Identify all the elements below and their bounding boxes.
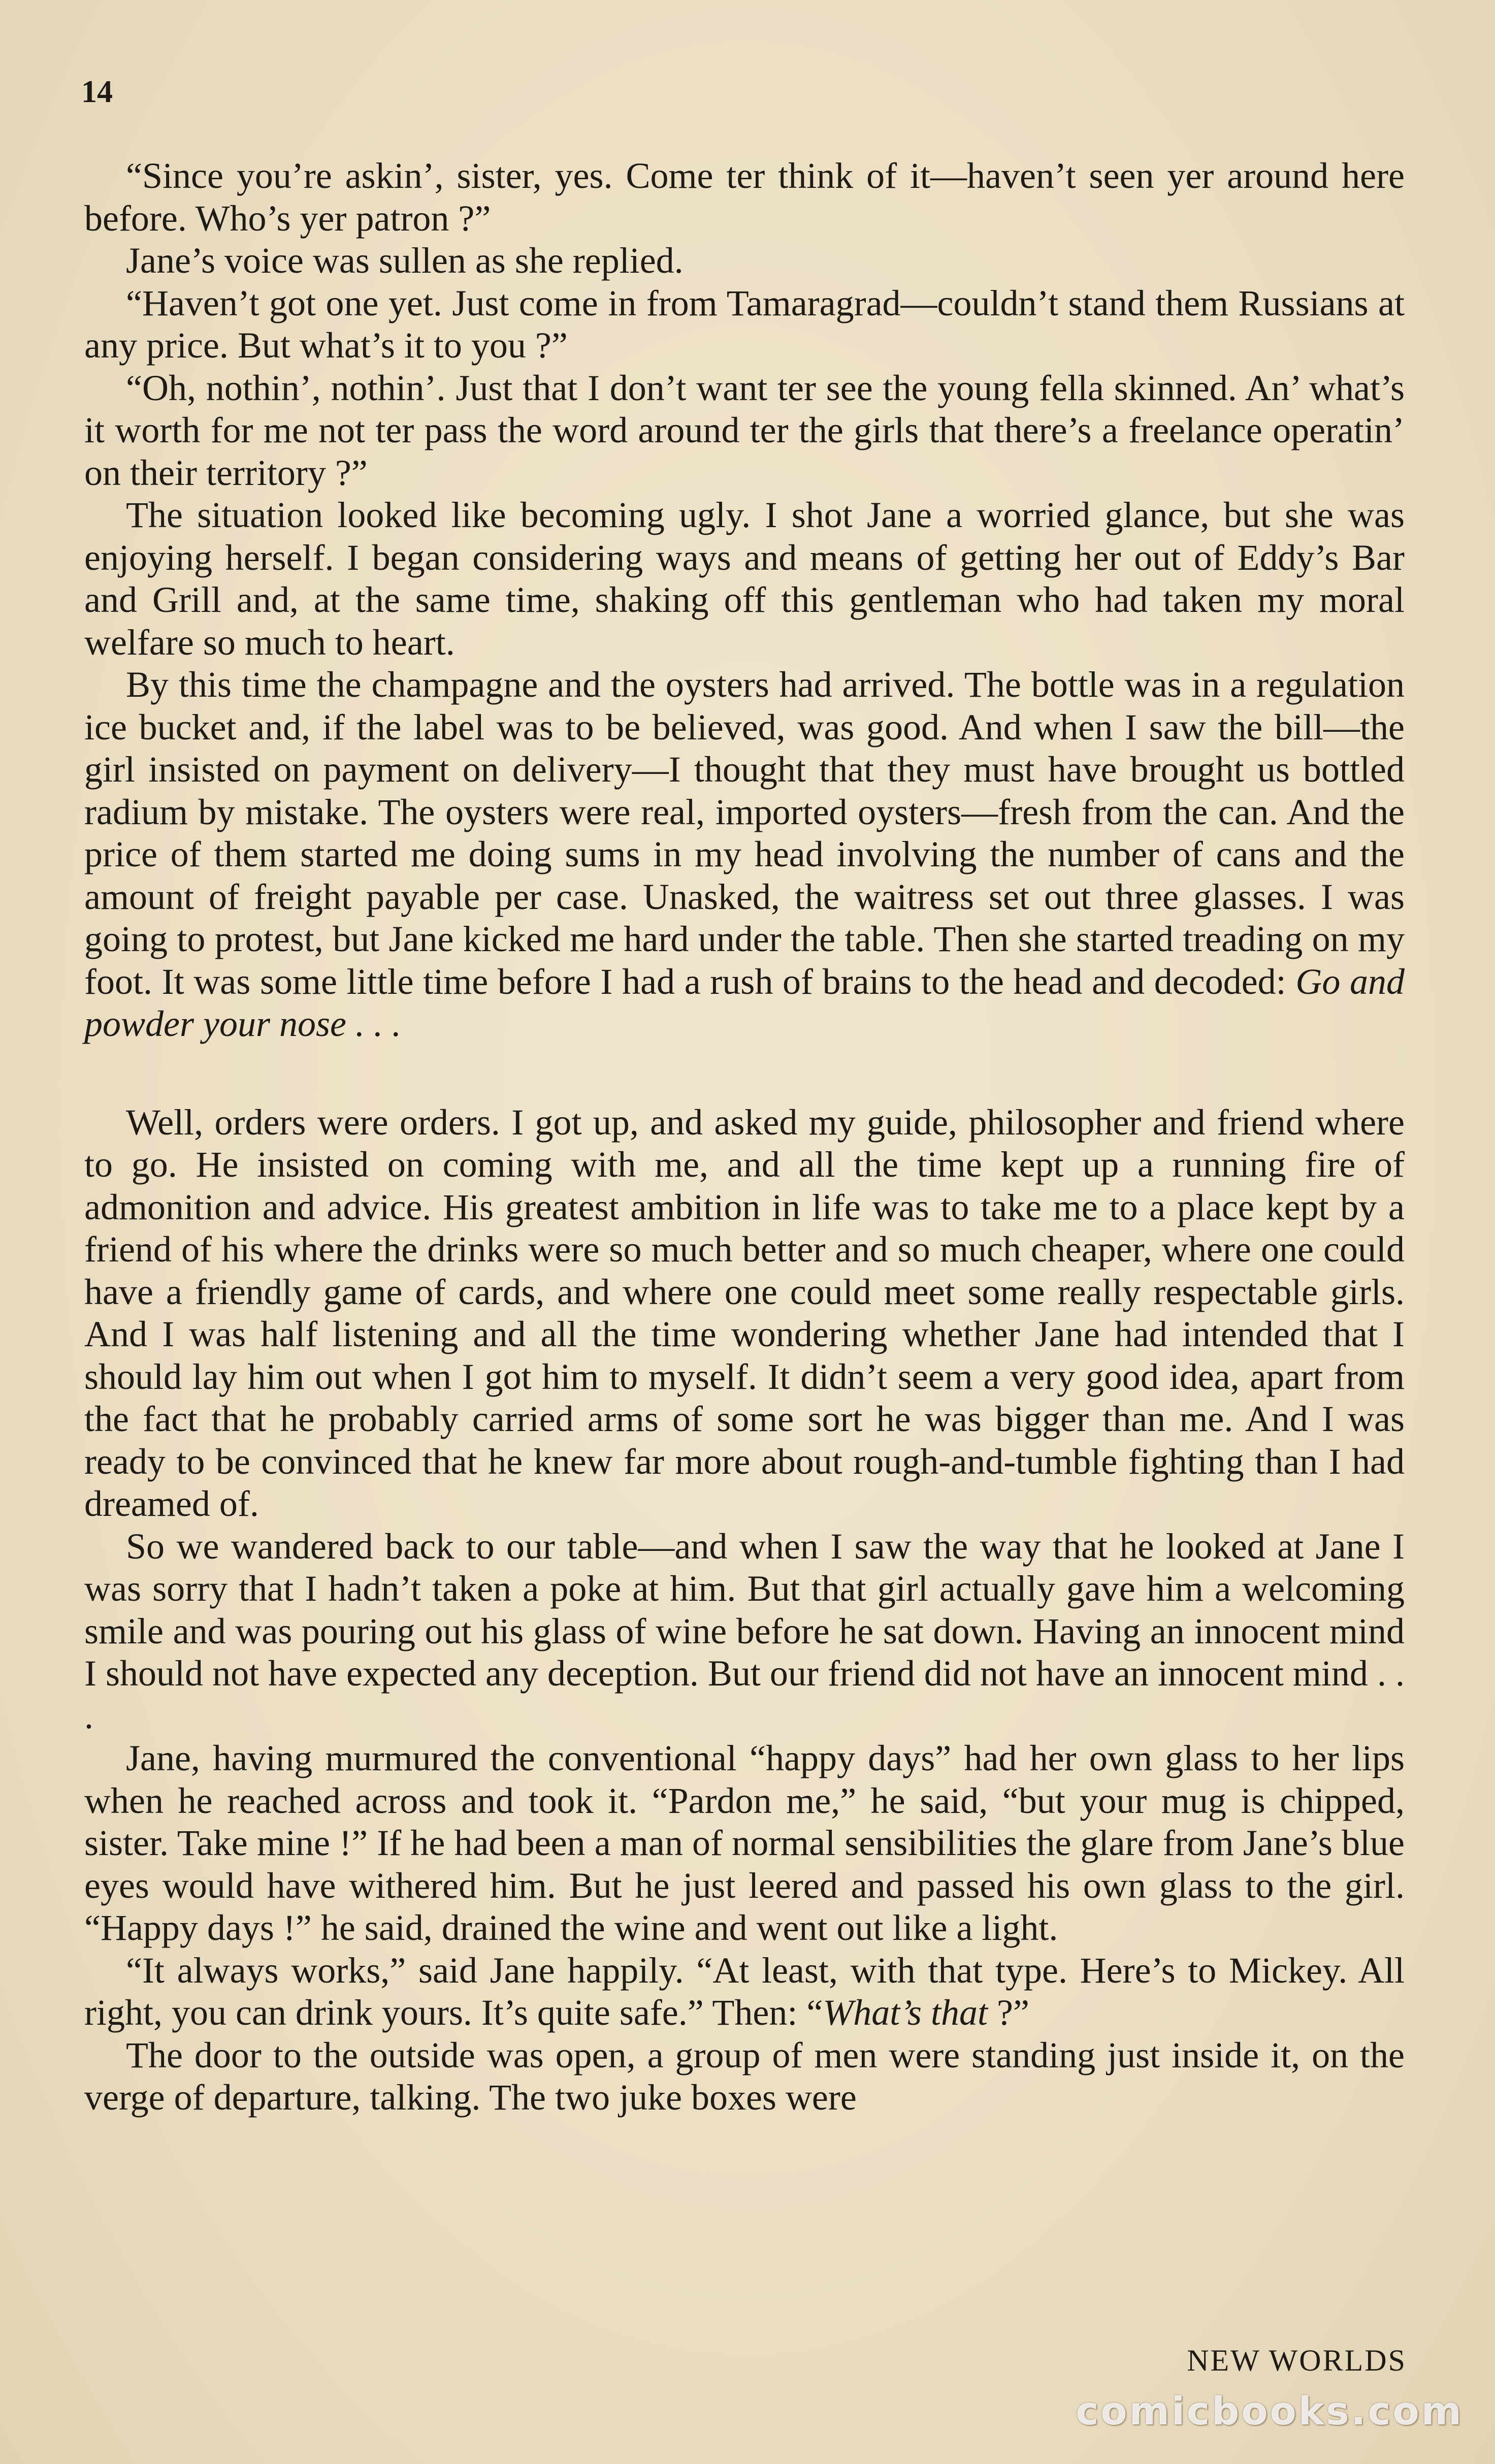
paragraph [84,664,1405,1046]
paragraph: Jane, having murmured the conventional “happy days” had her own glass to her lips when he reached across and took it. “Pardon me,” he said, “but your mug is chipped, sister. Take mine !” If he had been a man of normal sensibilities the glare from Jane’s blue eyes would have withered him. But he just leered and passed his own glass to the girl. “Happy days !” he said, drained the wine and went out like a light. [84,1738,1405,1948]
paragraph: “Haven’t got one yet. Just come in from Tamaragrad—couldn’t stand them Russians at any price. But what’s it to you ?” [84,282,1405,366]
paragraph: The door to the outside was open, a group of men were standing just inside it, on the verge of departure, talking. The two juke boxes were [84,2034,1405,2118]
watermark: comicbooks.com [1076,2388,1464,2434]
paragraph-text: “It always works,” said Jane happily. “At least, with that type. Here’s to Mickey. All right, you can drink yours. It’s quite safe.” Then: “ [84,1950,1405,2033]
paragraph: Well, orders were orders. I got up, and asked my guide, philosopher and friend where to go. He insisted on coming with me, and all the time kept up a running fire of admonition and advice. His greatest ambition in life was to take me to a place kept by a friend of his where the drinks were so much better and so much cheaper, where one could have a friendly game of cards, and where one could meet some really respectable girls. And I was half listening and all the time wondering whether Jane had intended that I should lay him out when I got him to myself. It didn’t seem a very good idea, apart from the fact that he probably carried arms of some sort he was bigger than me. And I was ready to be convinced that he knew far more about rough-and-tumble fighting than I had dreamed of. [84,1101,1405,1524]
paragraph: Jane’s voice was sullen as she replied. [126,240,684,281]
paragraph: “Since you’re askin’, sister, yes. Come ter think of it—haven’t seen yer around here before. Who’s yer patron ?” [84,155,1405,239]
paragraph: “Oh, nothin’, nothin’. Just that I don’t want ter see the young fella skinned. An’ what’s it worth for me not ter pass the word around ter the girls that there’s a freelance operatin’ on their territory ?” [84,367,1405,493]
page-number: 14 [81,75,113,109]
paragraph-text: By this time the champagne and the oysters had arrived. The bottle was in a regulation ice bucket and, if the label was to be believed, was good. And when I saw the bill—the girl insisted on payment on delivery—I thought that they must have brought us bottled radium by mistake. The oysters were real, imported oysters—fresh from the can. And the price of them started me doing sums in my head involving the number of cans and the amount of freight payable per case. Unasked, the waitress set out three glasses. I was going to protest, but Jane kicked me hard under the table. Then she started treading on my foot. It was some little time before I had a rush of brains to the head and decoded: [84,664,1405,1002]
paragraph-text: ?” [988,1992,1029,2033]
paragraph: So we wandered back to our table—and when I saw the way that he looked at Jane I was sorry that I hadn’t taken a poke at him. But that girl actually gave him a welcoming smile and was pouring out his glass of wine before he sat down. Having an innocent mind I should not have expected any deception. But our friend did not have an innocent mind . . . [84,1526,1405,1736]
italic-phrase: Go and powder your nose . . . [84,961,1405,1044]
magazine-footer: NEW WORLDS [1187,2344,1407,2377]
story-text [84,155,1405,2119]
paragraph [84,1950,1405,2034]
paragraph: The situation looked like becoming ugly. I shot Jane a worried glance, but she was enjoying herself. I began considering ways and means of getting her out of Eddy’s Bar and Grill and, at the same time, shaking off this gentleman who had taken my moral welfare so much to heart. [84,495,1405,663]
italic-phrase: What’s that [823,1992,988,2033]
